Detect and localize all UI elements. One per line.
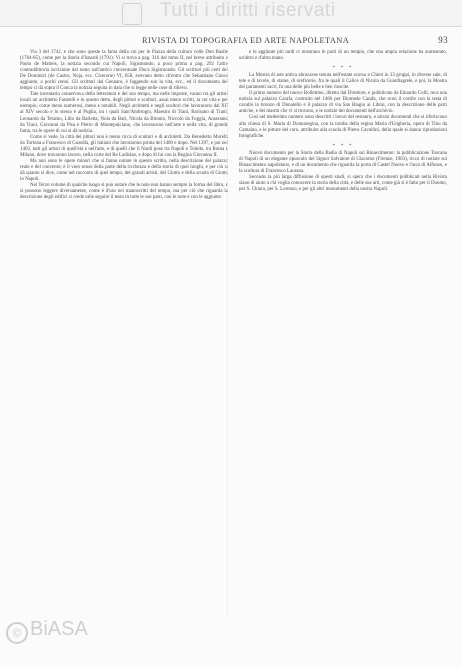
left-text-column	[20, 50, 228, 201]
paragraph: Nel Terzo volume di qualche luogo si può notare che le note non hanno sempre la forma del libro, e si possono leggere diversamente, come è d'uso nei manoscritti del tempo, ma per ciò che riguarda la descrizione degli edifici si crede utile seguire il testo in tutte le sue parti, con le note e con le aggiunte.	[20, 183, 228, 201]
paragraph: Il primo numero del nuovo Bollettino, diretto dal Direttore, e pubblicato da Eduardo Colli, reca una notizia sul palazzo Carafa, costruito nel 1466 per Diomede Carafa, che ornò il cortile con la testa di cavallo in bronzo di Donatello e il palazzo di via San Biagio ai Librai, con la descrizione delle parti antiche, e dei marmi che vi si trovano, e le notizie dei documenti dell'archivio.	[239, 91, 447, 115]
copyright-icon: ©	[6, 622, 28, 644]
section-separator: * * *	[332, 142, 354, 149]
paragraph: Tale inventario conservava della letteratura e del suo tempo, ma nelle imposte, vanno tra gli artisti locali un architetto Fatarelli e in questo detto, degli pittori e scultori, assai meno scritti, la cui vita e per esempio, come meno numerosi, meno e notabili. Negli architetti e negli scultori che lavorarono dal XII al XIV secolo e lo stesso è al Puglia, tra i quali Sant'Ambrogio, Maestro di Trani, Barisano di Trani, Leonardo da Teramo, Lillo da Barletta, Nola da Bari, Nicola da Bitonto, Niccolò da Foggia, Anseramo da Trani, Giovanni da Pisa e Pietro di Montepulciano, che lavorarono nell'arte e nella vita, di grande fama, tra le opere di cui si dà notizia.	[20, 92, 228, 134]
page-number: 93	[438, 35, 448, 45]
watermark-footer: BiASA	[30, 618, 88, 640]
library-logo-icon	[122, 3, 142, 25]
watermark-text: Tutti i diritti riservati	[160, 0, 336, 21]
paragraph: e le aggiunte più tardi ci mostrano le parti di un tempio, che una ampia relazione ha aumentato, un'altro e d'altra mano.	[239, 50, 447, 62]
paragraph: Così nel medesimo numero sono descritti i lavori del restauro, e alcuni documenti che si riferiscono alla chiesa di S. Maria di Donnaregina, con la tomba della regina Maria d'Ungheria, opera di Tino da Camaino, e le pitture del coro, attribuite alla scuola di Pietro Cavallini, della quale si danno riproduzioni fotografiche.	[239, 115, 447, 139]
paragraph: Nuovo documento per la Storia della Badia di Napoli sul Rinascimento: la pubblicazione Toscana di Napoli di un elegante opuscolo del Signor Salvatore di Giacomo (Firenze, 1903), ricco di notizie sul Rinascimento napoletano, e di un documento che riguarda la porta di Castel Nuovo e l'arco di Alfonso, e la scultura di Francesco Laurana.	[239, 150, 447, 174]
section-separator: * * *	[332, 65, 354, 72]
column-gutter	[227, 52, 228, 617]
journal-title: RIVISTA DI TOPOGRAFIA ED ARTE NAPOLETANA	[142, 36, 350, 45]
watermark-banner	[0, 0, 462, 27]
paragraph: Secondo la più larga diffusione di questi studi, si spera che i documenti pubblicati nella Rivista siano di aiuto a chi voglia conoscere la storia della città, e delle sue arti, come già si è fatto per il Duomo, per S. Chiara, per S. Lorenzo, e per gli altri monumenti della nostra Napoli.	[239, 174, 447, 192]
paragraph: Come si vede, la città dei pittori non è meno ricca di scultori e di architetti. Da Benedetto Morelli da Tortona a Francesco di Guardia, gli italiani che lavorarono prima del 1400 e dopo. Nel 1397, e poi nel 1403, tutti gli artisti di quell'età e nell'arte, e di quelli che il Nardi pose tra Napoli e Toledo, tra Roma e Milano, dove trovarono lavoro, nella corte del Re Ladislao, e dopo di lui con la Regina Giovanna II.	[20, 134, 228, 158]
right-text-column	[239, 50, 447, 193]
paragraph: Via 3 del 1742, e che sono queste la fama della cui per le Piazza della cultura volle Don Basile (1764-85), come per la Storia d'Isnardi (1791). Vi si trova a pag. 316 del tomo II, nel breve attribuito a Paolo de Matteis, la notizia secondo cui Napoli, Sigismondo, a poco prima a pag. 292 l'altra contraddittoria iscrizione dal tomo sull'antico conventuale Duca Sigismondo. Gli scrittori più certi del De Dominici (de Castro, Noja, ecc. Cicerone) VI, 658, avevano detto ch'entro che Sebastiano Conca aggiunto, a pochi cenni. Gli scrittori dal Gennaro, è fuggendo suo la vita, ecc., ed il documento del tempo ci dà sopra il Conca la notizia seguita in data che si legge nelle cose di rilievo.	[20, 50, 228, 92]
paragraph: Ma non sono le opere minori che si fanno notare in questo scritto, nella descrizione del palazzo reale e del convento; è il vero senso della parte della ricchezza e della storia di quei luoghi, e per ciò si dà quanto si dice, come nel racconto di quel tempo, dei grandi artisti, del Giotto e della scuola di Giotto in Napoli.	[20, 158, 228, 182]
paragraph: La Mostra di arte antica abruzzese tenuta nell'estate scorsa a Chieti in 33 gruppi, in diverse sale, di tele e di tavole, di statue, di oreficerie, fra le quali il Calice di Nicola da Guardiagrele, e poi, la Mostra dei paramenti sacri, fu una delle più belle e ben riuscite.	[239, 73, 447, 91]
